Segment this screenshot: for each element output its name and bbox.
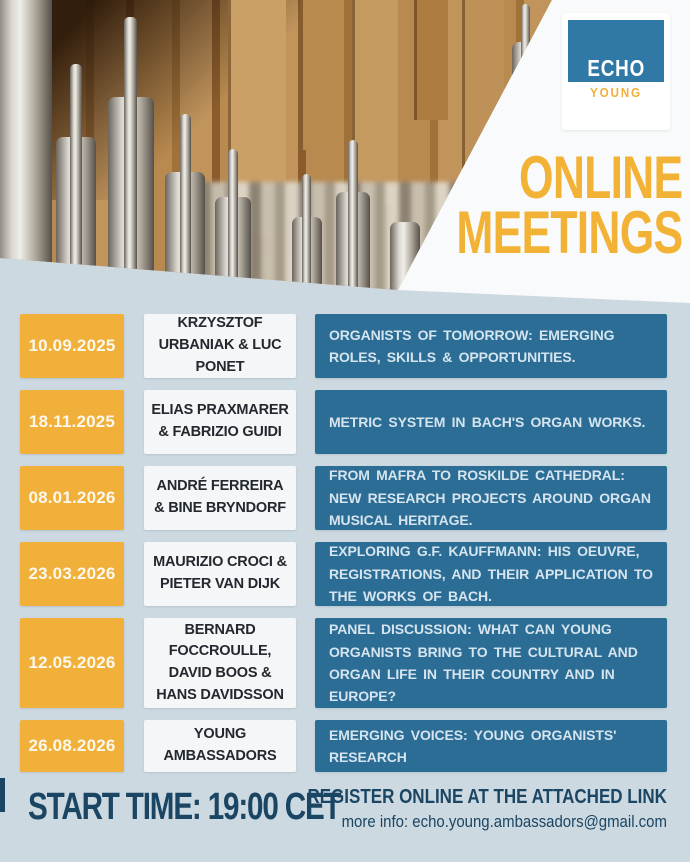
start-time-text: START TIME: 19:00 CET xyxy=(28,786,341,828)
meeting-date: 10.09.2025 xyxy=(20,314,124,378)
meeting-date: 18.11.2025 xyxy=(20,390,124,454)
schedule-row xyxy=(20,466,667,530)
meeting-speakers: KRZYSZTOF URBANIAK & LUC PONET xyxy=(144,314,296,378)
meetings-schedule xyxy=(20,314,667,772)
meeting-speakers: MAURIZIO CROCI & PIETER VAN DIJK xyxy=(144,542,296,606)
meeting-date: 08.01.2026 xyxy=(20,466,124,530)
left-edge-accent xyxy=(0,778,5,812)
meeting-topic: EMERGING VOICES: YOUNG ORGANISTS' RESEARCH xyxy=(315,720,667,772)
meeting-speakers: ELIAS PRAXMARER & FABRIZIO GUIDI xyxy=(144,390,296,454)
logo-brand-text: ECHO xyxy=(587,55,645,81)
schedule-row xyxy=(20,390,667,454)
pipe-stem-shape xyxy=(302,174,311,312)
metal-pipe-shape xyxy=(0,0,52,312)
pipe-stem-shape xyxy=(180,114,191,312)
schedule-row xyxy=(20,314,667,378)
wood-pipe-shape xyxy=(414,0,448,120)
meeting-date: 12.05.2026 xyxy=(20,618,124,708)
pipe-stem-shape xyxy=(228,149,238,312)
schedule-row xyxy=(20,720,667,772)
poster-title xyxy=(377,144,682,266)
meeting-speakers: YOUNG AMBASSADORS xyxy=(144,720,296,772)
meeting-topic: ORGANISTS OF TOMORROW: EMERGING ROLES, SKILLS & OPPORTUNITIES. xyxy=(315,314,667,378)
pipe-stem-shape xyxy=(124,17,137,312)
schedule-row xyxy=(20,618,667,708)
hero-section xyxy=(0,0,690,312)
meeting-topic: PANEL DISCUSSION: WHAT CAN YOUNG ORGANISTS BRING TO THE CULTURAL AND ORGAN LIFE IN THEIR COUNTRY AND IN EUROPE? xyxy=(315,618,667,708)
pipe-stem-shape xyxy=(348,140,358,312)
meeting-speakers: ANDRÉ FERREIRA & BINE BRYNDORF xyxy=(144,466,296,530)
register-text: REGISTER ONLINE AT THE ATTACHED LINK xyxy=(307,786,667,808)
meeting-date: 26.08.2026 xyxy=(20,720,124,772)
contact-email-text: more info: echo.young.ambassadors@gmail.com xyxy=(341,812,667,831)
logo-sub-text: YOUNG xyxy=(590,85,642,100)
meeting-speakers: BERNARD FOCCROULLE, DAVID BOOS & HANS DAVIDSSON xyxy=(144,618,296,708)
pipe-stem-shape xyxy=(70,64,82,312)
meeting-topic: FROM MAFRA TO ROSKILDE CATHEDRAL: NEW RESEARCH PROJECTS AROUND ORGAN MUSICAL HERITAGE. xyxy=(315,466,667,530)
title-line-1: ONLINE xyxy=(518,144,682,211)
meeting-topic: EXPLORING G.F. KAUFFMANN: HIS OEUVRE, REGISTRATIONS, AND THEIR APPLICATION TO THE WORKS OF BACH. xyxy=(315,542,667,606)
registration-info xyxy=(244,786,667,832)
title-line-2: MEETINGS xyxy=(456,199,682,266)
meeting-date: 23.03.2026 xyxy=(20,542,124,606)
logo-blue-block xyxy=(568,20,664,82)
wood-pipe-shape xyxy=(300,0,340,150)
schedule-row xyxy=(20,542,667,606)
meeting-topic: METRIC SYSTEM IN BACH'S ORGAN WORKS. xyxy=(315,390,667,454)
echo-young-logo xyxy=(562,13,670,130)
